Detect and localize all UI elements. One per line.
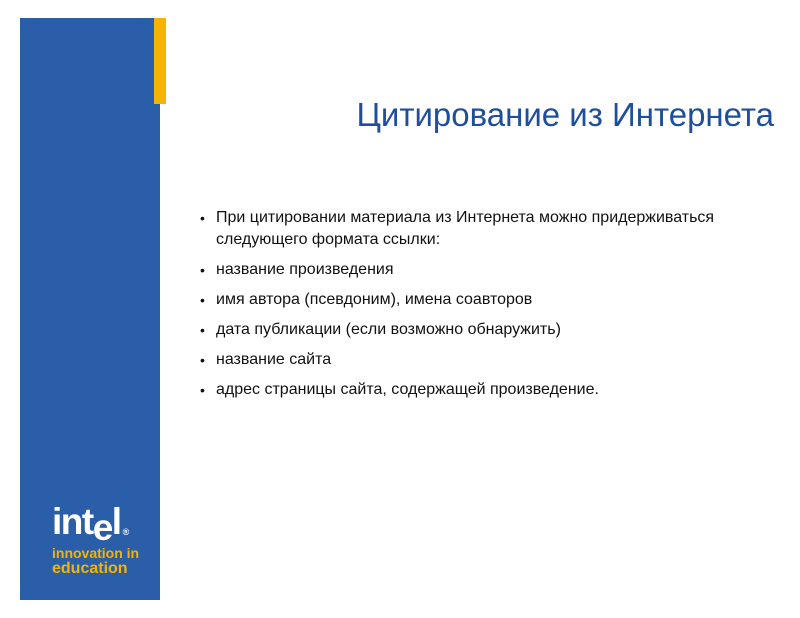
bullet-icon: •: [200, 292, 205, 308]
bullet-item: [198, 349, 758, 371]
intel-wordmark: [52, 501, 130, 548]
bullet-item: [198, 289, 758, 311]
bullet-item: [198, 319, 758, 341]
bullet-text: название произведения: [216, 261, 394, 278]
bullet-item: [198, 259, 758, 281]
tagline-line-2: education: [52, 560, 128, 577]
bullet-text: имя автора (псевдоним), имена соавторов: [216, 291, 533, 308]
bullet-item: [198, 379, 758, 401]
bullet-list: [198, 207, 758, 409]
bullet-icon: •: [200, 262, 205, 278]
yellow-accent-bar: [154, 18, 166, 104]
wordmark-part-int: int: [52, 501, 93, 542]
wordmark-part-l: l: [111, 501, 121, 542]
bullet-icon: •: [200, 210, 205, 226]
registered-mark: ®: [122, 527, 130, 537]
bullet-text: адрес страницы сайта, содержащей произведение.: [216, 381, 599, 398]
slide-title: Цитирование из Интернета: [356, 96, 774, 133]
bullet-icon: •: [200, 322, 205, 338]
bullet-text: При цитировании материала из Интернета можно придерживаться следующего формата ссылки:: [216, 209, 715, 248]
tagline-line-1: innovation in: [52, 545, 140, 561]
bullet-icon: •: [200, 352, 205, 368]
bullet-text: название сайта: [216, 351, 332, 368]
bullet-icon: •: [200, 382, 205, 398]
wordmark-part-dropped-e: e: [92, 507, 112, 548]
bullet-item: [198, 207, 758, 251]
intel-education-logo: [52, 502, 139, 576]
logo-tagline: [52, 546, 139, 576]
bullet-text: дата публикации (если возможно обнаружить): [216, 321, 561, 338]
